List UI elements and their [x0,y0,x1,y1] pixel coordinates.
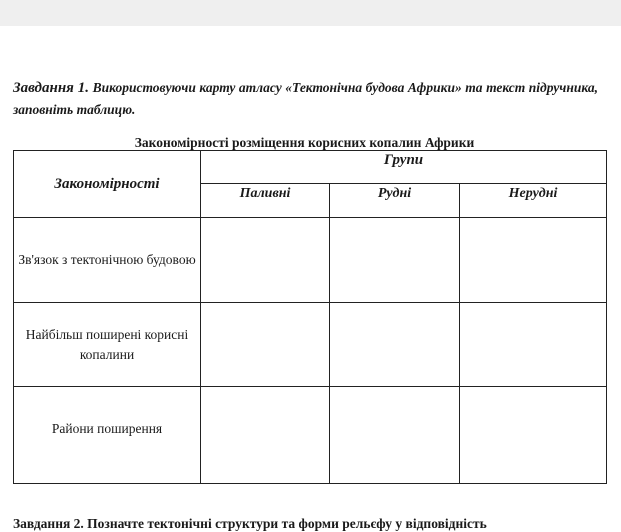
row-label-tectonics: Зв'язок з тектонічною будовою [14,218,201,303]
table-cell-input[interactable] [460,303,607,387]
table-row [14,387,607,484]
top-band [0,0,621,26]
task-2-text: Завдання 2. Позначте тектонічні структури та форми рельєфу у відповідність [13,516,487,531]
table-row [14,303,607,387]
task-1 [13,77,598,120]
table-row [14,218,607,303]
table-cell-input[interactable] [460,387,607,484]
table-cell-input[interactable] [201,387,330,484]
table-cell-input[interactable] [201,303,330,387]
row-label-common-minerals: Найбільш поширені корисні копалини [14,303,201,387]
column-header-ore: Рудні [330,184,460,218]
table-cell-input[interactable] [330,303,460,387]
table-cell-input[interactable] [330,387,460,484]
minerals-table [13,150,607,484]
table-cell-input[interactable] [201,218,330,303]
row-header-cell: Закономірності [14,151,201,218]
task-1-text: Використовуючи карту атласу «Тектонічна будова Африки» та текст підручника, заповніть таблицю. [13,80,598,117]
column-header-fuel: Паливні [201,184,330,218]
group-header-cell: Групи [201,151,607,184]
task-1-heading: Завдання 1. [13,80,90,96]
column-header-nonmetallic: Нерудні [460,184,607,218]
table-cell-input[interactable] [330,218,460,303]
table-cell-input[interactable] [460,218,607,303]
table-title: Закономірності розміщення корисних копалин Африки [134,135,475,150]
row-label-regions: Райони поширення [14,387,201,484]
